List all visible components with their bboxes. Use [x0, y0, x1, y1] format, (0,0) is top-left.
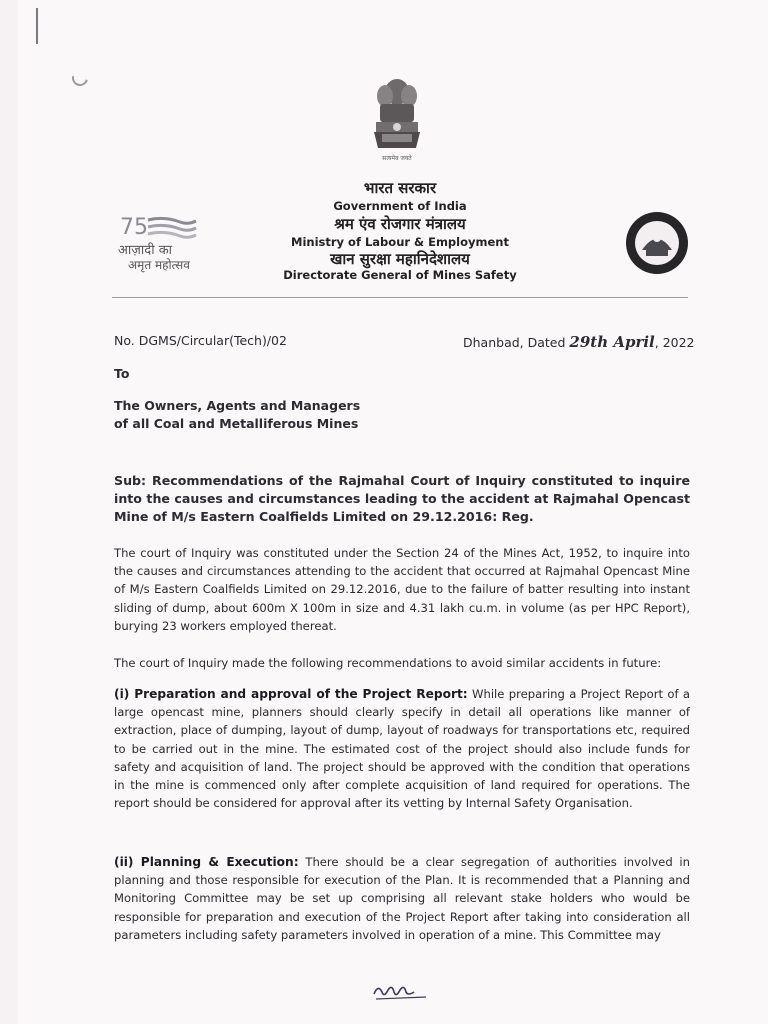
header-directorate-english: Directorate General of Mines Safety	[283, 268, 517, 282]
addressee-line2: of all Coal and Metalliferous Mines	[114, 416, 359, 431]
header-divider	[112, 297, 688, 298]
azadi-logo-line1: आज़ादी का	[118, 243, 173, 258]
date-prefix: Dhanbad, Dated	[463, 335, 570, 350]
header-ministry-hindi: श्रम एंव रोजगार मंत्रालय	[334, 215, 466, 233]
emblem-motto: सत्यमेव जयते	[382, 155, 412, 162]
scan-mark	[36, 8, 38, 44]
date-year: , 2022	[654, 335, 695, 350]
addressee-line1: The Owners, Agents and Managers	[114, 398, 361, 413]
recommendation-2-heading: (ii) Planning & Execution:	[114, 855, 299, 869]
circular-number: No. DGMS/Circular(Tech)/02	[114, 333, 287, 348]
recommendation-1	[114, 685, 690, 812]
header-country-english: Government of India	[333, 199, 467, 213]
header-country-hindi: भारत सरकार	[363, 179, 437, 197]
national-emblem-icon	[366, 72, 428, 164]
recommendation-1-text: While preparing a Project Report of a large opencast mine, planners should clearly specify in detail all operations like manner of extraction, place of dumping, layout of dump, layout of roadways for transportations etc, required to be carried out in the mine. The estimated cost of the project should also include funds for safety and acquisition of land. The project should be approved with the condition that operations in the mine is commenced only after complete acquisition of land required for operations. The report should be considered for approval after its vetting by Internal Safety Organisation.	[114, 687, 690, 811]
initials-signature	[370, 978, 430, 1002]
header-directorate-hindi: खान सुरक्षा महानिदेशालय	[330, 250, 470, 268]
azadi-logo-line2: अमृत महोत्सव	[128, 258, 190, 272]
azadi-logo-number: 75	[120, 215, 148, 240]
body-paragraph-2: The court of Inquiry made the following recommendations to avoid similar accidents in future:	[114, 656, 662, 670]
to-label: To	[114, 366, 130, 381]
circular-date	[463, 333, 695, 351]
subject-line: Sub: Recommendations of the Rajmahal Court of Inquiry constituted to inquire into the causes and circumstances leading to the accident at Rajmahal Opencast Mine of M/s Eastern Coalfields Limited on 29.12.2016: Reg.	[114, 473, 690, 524]
date-handwritten: 29th April	[569, 333, 655, 351]
recommendation-2-text: There should be a clear segregation of authorities involved in planning and those responsible for execution of the Plan. It is recommended that a Planning and Monitoring Committee may be set up comprising all relevant stake holders who would be responsible for preparation and execution of the Project Report after taking into consideration all parameters including safety parameters involved in operation of a mine. This Committee may	[114, 855, 690, 942]
dgms-seal-icon	[624, 210, 690, 276]
recommendation-2	[114, 853, 690, 944]
recommendation-1-heading: (i) Preparation and approval of the Project Report:	[114, 687, 468, 701]
header-ministry-english: Ministry of Labour & Employment	[291, 235, 509, 249]
body-paragraph-1: The court of Inquiry was constituted under the Section 24 of the Mines Act, 1952, to inquire into the causes and circumstances attending to the accident that occurred at Rajmahal Opencast Mine of M/s Eastern Coalfields Limited on 29.12.2016, due to the failure of batter resulting into instant sliding of dump, about 600m X 100m in size and 4.31 lakh cu.m. in volume (as per HPC Report), burying 23 workers employed thereat.	[114, 546, 690, 633]
